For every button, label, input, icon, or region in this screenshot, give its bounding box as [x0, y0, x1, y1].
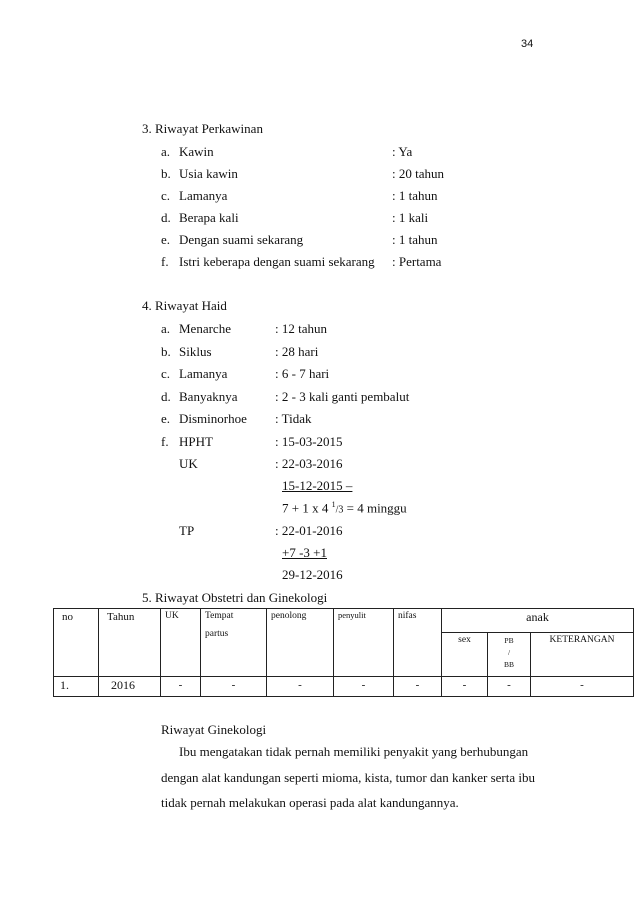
list-item-value: : 12 tahun [275, 321, 327, 336]
list-item-value: : 2 - 3 kali ganti pembalut [275, 389, 410, 404]
list-item-letter: d. [161, 210, 171, 225]
header-penyulit: penyulit [334, 609, 394, 677]
header-partus: partus [205, 629, 229, 640]
cell-tahun: 2016 [99, 677, 161, 697]
cell-nifas: - [394, 677, 442, 697]
list-item-label: Kawin [179, 144, 214, 159]
header-anak: anak [442, 609, 634, 633]
cell-tempat: - [201, 677, 267, 697]
list-item-value: : 28 hari [275, 344, 319, 359]
cell-pbbb: - [488, 677, 531, 697]
list-item-value: : 20 tahun [392, 166, 444, 181]
header-pb: PB [504, 636, 514, 645]
ginekologi-line-3: tidak pernah melakukan operasi pada alat kandungannya. [161, 795, 459, 810]
uk-calc-den: /3 [335, 504, 344, 516]
header-slash: / [507, 648, 511, 657]
list-item-label: Menarche [179, 321, 231, 336]
obstetri-table [53, 608, 634, 697]
cell-no: 1. [54, 677, 99, 697]
cell-sex: - [442, 677, 488, 697]
ginekologi-line-1: Ibu mengatakan tidak pernah memiliki penyakit yang berhubungan [179, 744, 529, 759]
ginekologi-heading: Riwayat Ginekologi [161, 722, 267, 737]
list-item-label: Berapa kali [179, 210, 239, 225]
list-item-value: : 1 tahun [392, 232, 438, 247]
list-item-value: : Tidak [275, 411, 312, 426]
list-item-letter: f. [161, 434, 169, 449]
tp-label: TP [179, 523, 195, 538]
uk-calc-line1: 15-12-2015 – [282, 478, 353, 493]
cell-penyulit: - [334, 677, 394, 697]
list-item-value: : 15-03-2015 [275, 434, 343, 449]
list-item-label: Lamanya [179, 366, 228, 381]
list-item-letter: d. [161, 389, 171, 404]
list-item-value: : Pertama [392, 254, 442, 269]
uk-value: : 22-03-2016 [275, 456, 343, 471]
tp-calc-line1: +7 -3 +1 [282, 545, 327, 560]
uk-calc-pre: 7 + 1 x 4 [282, 500, 332, 516]
list-item-letter: c. [161, 188, 171, 203]
list-item-label: Usia kawin [179, 166, 238, 181]
list-item-value: : 6 - 7 hari [275, 366, 330, 381]
list-item-label: Banyaknya [179, 389, 238, 404]
uk-calc-line2 [282, 500, 407, 516]
header-keterangan: KETERANGAN [531, 633, 634, 677]
header-pb-bb [488, 633, 531, 677]
list-item-label: Siklus [179, 344, 212, 359]
section-obstetri-heading: 5. Riwayat Obstetri dan Ginekologi [142, 590, 328, 605]
header-penolong: penolong [267, 609, 334, 677]
tp-calc-line2: 29-12-2016 [282, 567, 343, 582]
uk-calc-post: = 4 minggu [343, 500, 407, 516]
section-haid-heading: 4. Riwayat Haid [142, 298, 227, 313]
list-item-letter: e. [161, 232, 171, 247]
list-item-value: : Ya [392, 144, 413, 159]
uk-calc-num: 1 [331, 500, 336, 509]
header-no: no [54, 609, 99, 677]
list-item-label: Dengan suami sekarang [179, 232, 304, 247]
ginekologi-line-2: dengan alat kandungan seperti mioma, kista, tumor dan kanker serta ibu [161, 770, 535, 785]
list-item-letter: e. [161, 411, 171, 426]
tp-value: : 22-01-2016 [275, 523, 343, 538]
header-sex: sex [442, 633, 488, 677]
header-tahun: Tahun [99, 609, 161, 677]
list-item-value: : 1 kali [392, 210, 429, 225]
list-item-label: Disminorhoe [179, 411, 247, 426]
cell-uk: - [161, 677, 201, 697]
list-item-value: : 1 tahun [392, 188, 438, 203]
header-nifas: nifas [394, 609, 442, 677]
list-item-letter: f. [161, 254, 169, 269]
list-item-letter: c. [161, 366, 171, 381]
header-bb: BB [503, 660, 514, 669]
list-item-label: Istri keberapa dengan suami sekarang [179, 254, 375, 269]
cell-keterangan: - [531, 677, 634, 697]
list-item-label: HPHT [179, 434, 213, 449]
list-item-letter: a. [161, 144, 171, 159]
page-number: 34 [521, 38, 534, 50]
section-perkawinan-heading: 3. Riwayat Perkawinan [142, 121, 263, 136]
list-item-label: Lamanya [179, 188, 228, 203]
header-uk: UK [161, 609, 201, 677]
header-tempat-partus [201, 609, 267, 677]
list-item-letter: b. [161, 166, 171, 181]
header-tempat: Tempat [205, 611, 234, 621]
uk-label: UK [179, 456, 198, 471]
list-item-letter: b. [161, 344, 171, 359]
table-row [54, 677, 634, 697]
cell-penolong: - [267, 677, 334, 697]
list-item-letter: a. [161, 321, 171, 336]
